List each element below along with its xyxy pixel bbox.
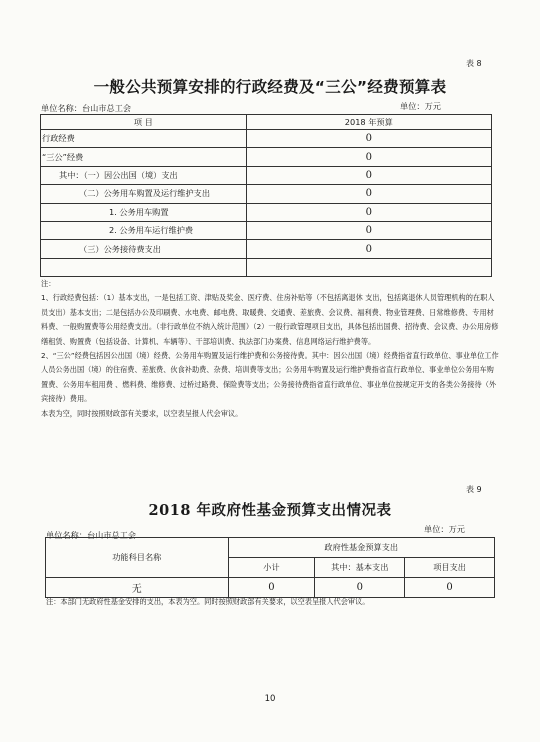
row-label: 1. 公务用车购置 — [41, 203, 247, 221]
row-name: 无 — [46, 578, 229, 598]
table8-notes — [41, 277, 499, 421]
table8-unit-money: 单位：万元 — [400, 101, 441, 111]
header-subtotal: 小计 — [228, 558, 315, 578]
table8-unit-name: 单位名称：台山市总工会 — [41, 103, 132, 113]
gov-fund-table — [45, 537, 495, 598]
table9-unit-money: 单位：万元 — [424, 524, 465, 534]
header-function-name: 功能科目名称 — [46, 538, 229, 578]
header-fund-group: 政府性基金预算支出 — [228, 538, 494, 558]
row-label: 行政经费 — [41, 130, 247, 148]
admin-expenses-table — [40, 114, 492, 277]
row-label: （二）公务用车购置及运行维护支出 — [41, 185, 247, 203]
row-project: 0 — [405, 578, 495, 598]
header-basic: 其中：基本支出 — [315, 558, 405, 578]
table8-title: 一般公共预算安排的行政经费及“三公”经费预算表 — [93, 78, 447, 96]
page-number: 10 — [264, 694, 276, 704]
table8-label: 表 8 — [466, 59, 482, 68]
table-row — [41, 148, 492, 166]
row-value: 0 — [246, 221, 491, 239]
row-value: 0 — [246, 203, 491, 221]
row-value: 0 — [246, 166, 491, 184]
table-row — [41, 130, 492, 148]
table9-note: 注：本部门无政府性基金安排的支出，本表为空。同时按照财政部有关要求，以空表呈报人代会审议。 — [46, 597, 370, 606]
note-1: 1、行政经费包括：（1）基本支出，一是包括工资、津贴及奖金、医疗费、住房补贴等（不包括离退休 支出，包括离退休人员管理机构的在职人员支出）基本支出；二是包括办公及印刷费、水电费、邮电费、取暖费、交通费、差旅费、会议费、福利费、物业管理费、日常维修费、专用材料费、一般购置费等公用经费支出。（非行政单位不纳入统计范围）（2）一般行政管理项目支出，具体包括出国费、招待费、会议费、办公用房修缮租赁、购置费（包括设备、计算机、车辆等）、干部培训费、执法部门办案费、信息网络运行维护费等。 — [41, 293, 499, 346]
table-row — [46, 578, 495, 598]
row-value: 0 — [246, 240, 491, 258]
row-value — [246, 258, 491, 276]
table-row — [41, 258, 492, 276]
row-value: 0 — [246, 130, 491, 148]
note-2: 2、“三公”经费包括因公出国（境）经费、公务用车购置及运行维护费和公务接待费。其中：因公出国（境）经费指省直行政单位、事业单位工作人员公务出国（境）的住宿费、差旅费、伙食补助费、杂费、培训费等支出；公务用车购置及运行维护费指省直行政单位、事业单位公务用车购置费、公务用车租用费 、燃料费、维修费、过桥过路费、保险费等支出；公务接待费指省直行政单位、事业单位按规定开支的各类公务接待（外宾接待）费用。 — [41, 351, 499, 404]
row-label: 2. 公务用车运行维护费 — [41, 221, 247, 239]
table9-unit-name: 单位名称：台山市总工会 — [46, 530, 137, 540]
row-value: 0 — [246, 148, 491, 166]
header-project: 项目支出 — [405, 558, 495, 578]
table9-title: 2018 年政府性基金预算支出情况表 — [148, 502, 392, 519]
row-label: （三）公务接待费支出 — [41, 240, 247, 258]
note-3: 本表为空，同时按照财政部有关要求，以空表呈报人代会审议。 — [41, 408, 243, 418]
header-year: 2018 年预算 — [246, 115, 491, 130]
table-header-row — [41, 115, 492, 130]
table-row — [41, 203, 492, 221]
table-row — [41, 185, 492, 203]
row-label: 其中：（一）因公出国（境）支出 — [41, 166, 247, 184]
row-subtotal: 0 — [228, 578, 315, 598]
row-label — [41, 258, 247, 276]
row-value: 0 — [246, 185, 491, 203]
header-item: 项 目 — [41, 115, 247, 130]
table9-label: 表 9 — [466, 485, 482, 494]
row-basic: 0 — [315, 578, 405, 598]
table-row — [41, 240, 492, 258]
table-header-row — [46, 538, 495, 558]
notes-heading: 注： — [41, 279, 56, 288]
table-row — [41, 221, 492, 239]
table-row — [41, 166, 492, 184]
row-label: “三公”经费 — [41, 148, 247, 166]
